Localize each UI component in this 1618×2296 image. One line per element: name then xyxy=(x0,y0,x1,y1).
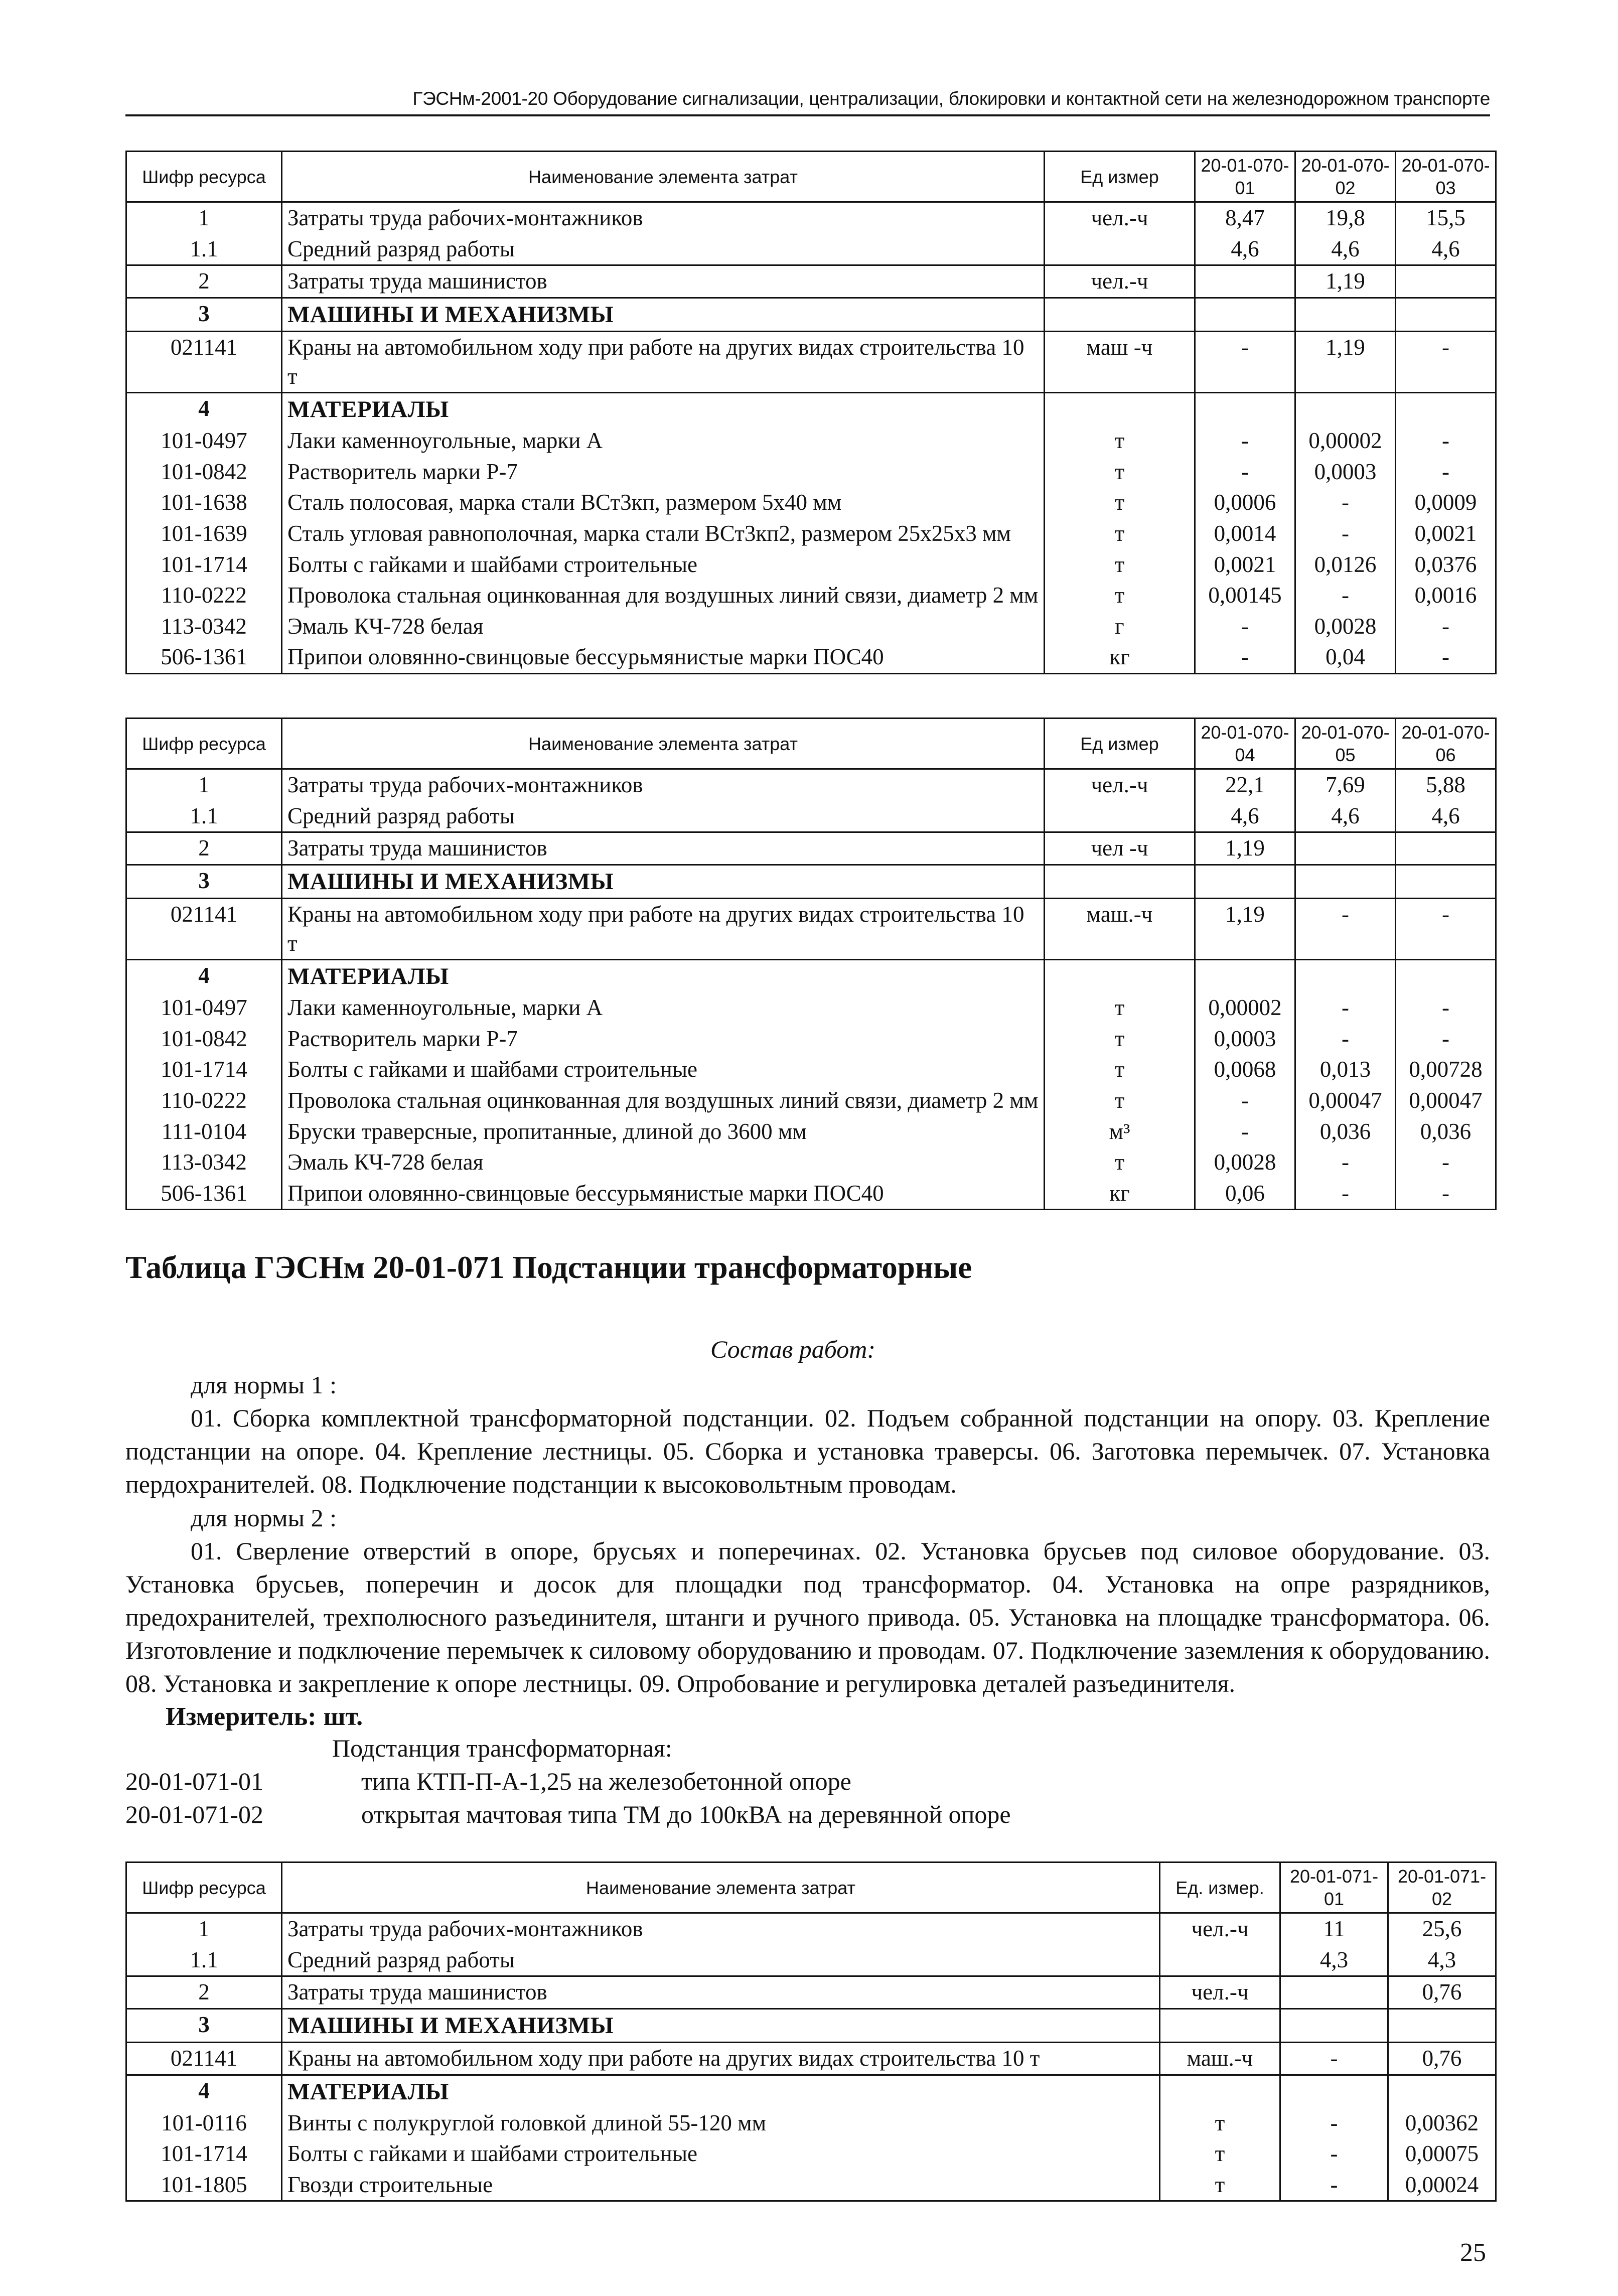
resource-name: МАШИНЫ И МЕХАНИЗМЫ xyxy=(282,2008,1160,2042)
resource-code: 111-0104 xyxy=(126,1116,282,1147)
resource-code: 1 xyxy=(126,202,282,234)
resource-unit: т xyxy=(1045,487,1195,518)
resource-name: МАТЕРИАЛЫ xyxy=(282,960,1045,993)
resource-unit: чел.-ч xyxy=(1045,265,1195,298)
resource-value: - xyxy=(1195,331,1295,392)
table-row xyxy=(126,265,1496,298)
resource-unit: чел.-ч xyxy=(1160,1913,1280,1945)
resource-unit xyxy=(1045,801,1195,832)
table-row xyxy=(126,769,1496,801)
resource-name: МАТЕРИАЛЫ xyxy=(282,393,1045,426)
resource-unit: т xyxy=(1045,1024,1195,1055)
resource-value: 0,00047 xyxy=(1396,1085,1496,1116)
col-header-norm: 20-01-071-02 xyxy=(1388,1862,1496,1913)
col-header-norm: 20-01-070-02 xyxy=(1295,152,1396,202)
resource-value xyxy=(1396,298,1496,331)
resource-unit: маш.-ч xyxy=(1160,2042,1280,2075)
resource-code: 1 xyxy=(126,1913,282,1945)
table-row xyxy=(126,298,1496,331)
table-row xyxy=(126,1976,1496,2009)
col-header-name: Наименование элемента затрат xyxy=(282,1862,1160,1913)
resource-code: 101-0116 xyxy=(126,2108,282,2139)
resource-unit xyxy=(1045,393,1195,426)
resource-table-071 xyxy=(125,1861,1497,2202)
table-row xyxy=(126,331,1496,392)
resource-value xyxy=(1295,960,1396,993)
resource-value xyxy=(1396,265,1496,298)
resource-value: 8,47 xyxy=(1195,202,1295,234)
resource-value: 0,00145 xyxy=(1195,580,1295,611)
resource-code: 101-1805 xyxy=(126,2170,282,2201)
col-header-code: Шифр ресурса xyxy=(126,719,282,769)
resource-name: Затраты труда машинистов xyxy=(282,832,1045,865)
resource-unit xyxy=(1045,865,1195,898)
resource-value xyxy=(1396,960,1496,993)
resource-unit xyxy=(1160,2075,1280,2108)
resource-value xyxy=(1280,1976,1388,2009)
resource-unit xyxy=(1160,1945,1280,1976)
col-header-unit: Ед измер xyxy=(1045,152,1195,202)
resource-code: 021141 xyxy=(126,2042,282,2075)
table-row xyxy=(126,518,1496,549)
norm-code: 20-01-071-02 xyxy=(125,1800,263,1828)
resource-value: 0,76 xyxy=(1388,1976,1496,2009)
resource-value: 0,036 xyxy=(1295,1116,1396,1147)
resource-code: 1.1 xyxy=(126,801,282,832)
resource-code: 101-0497 xyxy=(126,425,282,457)
table-row xyxy=(126,234,1496,265)
meter-line xyxy=(166,1702,363,1732)
resource-code: 101-0497 xyxy=(126,992,282,1024)
resource-code: 021141 xyxy=(126,331,282,392)
resource-code: 2 xyxy=(126,832,282,865)
resource-name: Лаки каменноугольные, марки А xyxy=(282,425,1045,457)
resource-value: 4,3 xyxy=(1280,1945,1388,1976)
resource-unit: т xyxy=(1045,1147,1195,1178)
resource-name: Средний разряд работы xyxy=(282,1945,1160,1976)
resource-value: - xyxy=(1396,425,1496,457)
resource-value: - xyxy=(1195,642,1295,673)
resource-value: 0,00002 xyxy=(1195,992,1295,1024)
resource-value: - xyxy=(1195,1116,1295,1147)
resource-value: 0,036 xyxy=(1396,1116,1496,1147)
resource-name: Болты с гайками и шайбами строительные xyxy=(282,2138,1160,2170)
resource-unit: т xyxy=(1045,1054,1195,1085)
resource-name: Сталь угловая равнополочная, марка стали ВСт3кп2, размером 25х25х3 мм xyxy=(282,518,1045,549)
meter-value: шт. xyxy=(323,1702,363,1731)
resource-name: Эмаль КЧ-728 белая xyxy=(282,611,1045,642)
resource-name: Растворитель марки Р-7 xyxy=(282,1024,1045,1055)
resource-value xyxy=(1280,2075,1388,2108)
norms-subheading: Подстанция трансформаторная: xyxy=(332,1734,672,1762)
resource-name: Сталь полосовая, марка стали ВСт3кп, размером 5х40 мм xyxy=(282,487,1045,518)
resource-value: 0,0006 xyxy=(1195,487,1295,518)
resource-unit: т xyxy=(1045,518,1195,549)
table-row xyxy=(126,2138,1496,2170)
resource-unit: чел.-ч xyxy=(1160,1976,1280,2009)
resource-value xyxy=(1295,298,1396,331)
norm-code: 20-01-071-01 xyxy=(125,1767,263,1795)
resource-unit: т xyxy=(1045,549,1195,581)
resource-value: 0,76 xyxy=(1388,2042,1496,2075)
resource-name: Краны на автомобильном ходу при работе на других видах строительства 10 т xyxy=(282,898,1045,959)
table-row xyxy=(126,642,1496,673)
resource-code: 506-1361 xyxy=(126,642,282,673)
resource-unit xyxy=(1160,2008,1280,2042)
resource-code: 4 xyxy=(126,960,282,993)
table-row xyxy=(126,2042,1496,2075)
resource-unit: т xyxy=(1045,580,1195,611)
resource-name: МАШИНЫ И МЕХАНИЗМЫ xyxy=(282,298,1045,331)
resource-value: 11 xyxy=(1280,1913,1388,1945)
resource-name: Затраты труда рабочих-монтажников xyxy=(282,769,1045,801)
col-header-name: Наименование элемента затрат xyxy=(282,719,1045,769)
resource-value: - xyxy=(1295,1178,1396,1210)
resource-unit xyxy=(1045,298,1195,331)
resource-unit: чел -ч xyxy=(1045,832,1195,865)
resource-value: 4,6 xyxy=(1396,234,1496,265)
resource-name: Бруски траверсные, пропитанные, длиной до 3600 мм xyxy=(282,1116,1045,1147)
resource-value: 0,0068 xyxy=(1195,1054,1295,1085)
resource-value: - xyxy=(1396,611,1496,642)
table-row xyxy=(126,2170,1496,2201)
resource-unit: м³ xyxy=(1045,1116,1195,1147)
table-row xyxy=(126,1178,1496,1210)
table-row xyxy=(126,611,1496,642)
resource-value: 0,0021 xyxy=(1396,518,1496,549)
resource-code: 113-0342 xyxy=(126,1147,282,1178)
table-row xyxy=(126,1147,1496,1178)
table-row xyxy=(126,2008,1496,2042)
resource-value: - xyxy=(1295,518,1396,549)
resource-unit: г xyxy=(1045,611,1195,642)
resource-code: 1 xyxy=(126,769,282,801)
resource-value: 0,0003 xyxy=(1195,1024,1295,1055)
col-header-norm: 20-01-070-04 xyxy=(1195,719,1295,769)
resource-value: 0,0014 xyxy=(1195,518,1295,549)
resource-value xyxy=(1195,865,1295,898)
table-row xyxy=(126,832,1496,865)
resource-code: 021141 xyxy=(126,898,282,959)
table-row xyxy=(126,580,1496,611)
resource-value: - xyxy=(1396,1024,1496,1055)
col-header-norm: 20-01-070-05 xyxy=(1295,719,1396,769)
resource-table-070-01-03 xyxy=(125,151,1497,674)
col-header-name: Наименование элемента затрат xyxy=(282,152,1045,202)
resource-name: Затраты труда машинистов xyxy=(282,1976,1160,2009)
resource-value: - xyxy=(1396,898,1496,959)
resource-name: Средний разряд работы xyxy=(282,234,1045,265)
resource-name: Проволока стальная оцинкованная для воздушных линий связи, диаметр 2 мм xyxy=(282,1085,1045,1116)
resource-value: 0,00024 xyxy=(1388,2170,1496,2201)
resource-value: - xyxy=(1295,992,1396,1024)
resource-value: 0,013 xyxy=(1295,1054,1396,1085)
resource-value: 5,88 xyxy=(1396,769,1496,801)
header-rule xyxy=(125,114,1490,116)
work-composition-heading: Состав работ: xyxy=(710,1335,876,1363)
resource-code: 4 xyxy=(126,2075,282,2108)
resource-name: МАТЕРИАЛЫ xyxy=(282,2075,1160,2108)
resource-name: Затраты труда рабочих-монтажников xyxy=(282,1913,1160,1945)
resource-value: - xyxy=(1295,1024,1396,1055)
resource-value xyxy=(1195,960,1295,993)
section-title: Таблица ГЭСНм 20-01-071 Подстанции трансформаторные xyxy=(125,1250,972,1285)
resource-name: Проволока стальная оцинкованная для воздушных линий связи, диаметр 2 мм xyxy=(282,580,1045,611)
norm-1-label: для нормы 1 : xyxy=(191,1371,337,1399)
table-row xyxy=(126,393,1496,426)
resource-code: 101-0842 xyxy=(126,457,282,488)
resource-unit: кг xyxy=(1045,642,1195,673)
resource-value xyxy=(1388,2075,1496,2108)
resource-value xyxy=(1295,393,1396,426)
resource-code: 101-1638 xyxy=(126,487,282,518)
resource-value xyxy=(1388,2008,1496,2042)
table-row xyxy=(126,457,1496,488)
resource-value: 25,6 xyxy=(1388,1913,1496,1945)
resource-unit: т xyxy=(1045,457,1195,488)
resource-value: 4,6 xyxy=(1195,234,1295,265)
running-header: ГЭСНм-2001-20 Оборудование сигнализации, централизации, блокировки и контактной сети на железнодорожном транспорте xyxy=(412,88,1490,109)
resource-value: - xyxy=(1295,487,1396,518)
resource-code: 3 xyxy=(126,298,282,331)
resource-code: 113-0342 xyxy=(126,611,282,642)
table-row xyxy=(126,425,1496,457)
resource-unit: т xyxy=(1045,425,1195,457)
resource-name: Припои оловянно-свинцовые бессурьмянистые марки ПОС40 xyxy=(282,642,1045,673)
col-header-norm: 20-01-071-01 xyxy=(1280,1862,1388,1913)
resource-value: - xyxy=(1280,2138,1388,2170)
resource-value: 4,6 xyxy=(1396,801,1496,832)
resource-value: 0,00075 xyxy=(1388,2138,1496,2170)
resource-value: 0,00362 xyxy=(1388,2108,1496,2139)
resource-value: - xyxy=(1295,1147,1396,1178)
resource-value: 22,1 xyxy=(1195,769,1295,801)
resource-value: 4,6 xyxy=(1195,801,1295,832)
resource-name: Лаки каменноугольные, марки А xyxy=(282,992,1045,1024)
table-row xyxy=(126,1054,1496,1085)
resource-value: 1,19 xyxy=(1295,265,1396,298)
table-row xyxy=(126,1913,1496,1945)
resource-code: 101-1639 xyxy=(126,518,282,549)
resource-value: 1,19 xyxy=(1295,331,1396,392)
resource-value: 0,04 xyxy=(1295,642,1396,673)
resource-code: 101-0842 xyxy=(126,1024,282,1055)
table-row xyxy=(126,1024,1496,1055)
resource-name: Затраты труда машинистов xyxy=(282,265,1045,298)
resource-value: 15,5 xyxy=(1396,202,1496,234)
col-header-code: Шифр ресурса xyxy=(126,152,282,202)
col-header-norm: 20-01-070-03 xyxy=(1396,152,1496,202)
table-row xyxy=(126,549,1496,581)
resource-value xyxy=(1396,393,1496,426)
resource-value: 4,3 xyxy=(1388,1945,1496,1976)
norm-line xyxy=(125,1800,1011,1829)
resource-code: 2 xyxy=(126,1976,282,2009)
resource-code: 1.1 xyxy=(126,234,282,265)
table-row xyxy=(126,1116,1496,1147)
resource-name: Винты с полукруглой головкой длиной 55-120 мм xyxy=(282,2108,1160,2139)
resource-code: 506-1361 xyxy=(126,1178,282,1210)
resource-value: - xyxy=(1195,457,1295,488)
resource-value xyxy=(1195,298,1295,331)
resource-value xyxy=(1396,832,1496,865)
resource-value: - xyxy=(1396,457,1496,488)
resource-unit: чел.-ч xyxy=(1045,202,1195,234)
resource-value: 19,8 xyxy=(1295,202,1396,234)
table-row xyxy=(126,865,1496,898)
resource-value xyxy=(1280,2008,1388,2042)
resource-name: Краны на автомобильном ходу при работе на других видах строительства 10 т xyxy=(282,331,1045,392)
table-row xyxy=(126,801,1496,832)
resource-value: 7,69 xyxy=(1295,769,1396,801)
resource-code: 2 xyxy=(126,265,282,298)
resource-unit: т xyxy=(1160,2138,1280,2170)
resource-value xyxy=(1295,865,1396,898)
resource-name: Гвозди строительные xyxy=(282,2170,1160,2201)
resource-value: - xyxy=(1195,1085,1295,1116)
resource-value: - xyxy=(1396,1147,1496,1178)
resource-code: 1.1 xyxy=(126,1945,282,1976)
resource-value: 0,0376 xyxy=(1396,549,1496,581)
resource-value: - xyxy=(1280,2170,1388,2201)
resource-value: 0,00002 xyxy=(1295,425,1396,457)
resource-unit: чел.-ч xyxy=(1045,769,1195,801)
resource-value xyxy=(1195,393,1295,426)
resource-name: Болты с гайками и шайбами строительные xyxy=(282,1054,1045,1085)
norm-1-description: 01. Сборка комплектной трансформаторной подстанции. 02. Подъем собранной подстанции на опору. 03. Крепление подстанции на опоре. 04. Крепление лестницы. 05. Сборка и установка траверсы. 06. Заготовка перемычек. 07. Установка пердохранителей. 08. Подключение подстанции к высоковольтным проводам. xyxy=(125,1404,1490,1498)
resource-code: 101-1714 xyxy=(126,1054,282,1085)
resource-unit: т xyxy=(1160,2170,1280,2201)
resource-unit: маш.-ч xyxy=(1045,898,1195,959)
resource-name: Растворитель марки Р-7 xyxy=(282,457,1045,488)
meter-label: Измеритель: xyxy=(166,1702,317,1731)
resource-value: 1,19 xyxy=(1195,832,1295,865)
resource-value: - xyxy=(1396,992,1496,1024)
resource-name: Средний разряд работы xyxy=(282,801,1045,832)
resource-name: Припои оловянно-свинцовые бессурьмянистые марки ПОС40 xyxy=(282,1178,1045,1210)
resource-name: Эмаль КЧ-728 белая xyxy=(282,1147,1045,1178)
resource-value: 0,0009 xyxy=(1396,487,1496,518)
col-header-unit: Ед измер xyxy=(1045,719,1195,769)
resource-unit: т xyxy=(1045,992,1195,1024)
resource-unit: маш -ч xyxy=(1045,331,1195,392)
resource-value: 1,19 xyxy=(1195,898,1295,959)
table-row xyxy=(126,898,1496,959)
table-row xyxy=(126,487,1496,518)
resource-value: - xyxy=(1396,642,1496,673)
resource-value: 4,6 xyxy=(1295,234,1396,265)
resource-code: 4 xyxy=(126,393,282,426)
resource-value xyxy=(1396,865,1496,898)
resource-value: 0,0003 xyxy=(1295,457,1396,488)
resource-code: 101-1714 xyxy=(126,549,282,581)
resource-value: 0,0028 xyxy=(1195,1147,1295,1178)
table-row xyxy=(126,1945,1496,1976)
table-row xyxy=(126,2108,1496,2139)
col-header-norm: 20-01-070-01 xyxy=(1195,152,1295,202)
resource-unit: кг xyxy=(1045,1178,1195,1210)
resource-name: Затраты труда рабочих-монтажников xyxy=(282,202,1045,234)
resource-value xyxy=(1295,832,1396,865)
resource-value: 4,6 xyxy=(1295,801,1396,832)
resource-value: 0,0016 xyxy=(1396,580,1496,611)
norm-text: открытая мачтовая типа ТМ до 100кВА на деревянной опоре xyxy=(361,1800,1011,1828)
resource-value: 0,0028 xyxy=(1295,611,1396,642)
resource-value: 0,00728 xyxy=(1396,1054,1496,1085)
norm-text: типа КТП-П-А-1,25 на железобетонной опоре xyxy=(361,1767,851,1795)
page-number: 25 xyxy=(1460,2238,1486,2267)
resource-code: 110-0222 xyxy=(126,1085,282,1116)
resource-code: 101-1714 xyxy=(126,2138,282,2170)
resource-value: 0,0126 xyxy=(1295,549,1396,581)
resource-value: 0,0021 xyxy=(1195,549,1295,581)
resource-name: МАШИНЫ И МЕХАНИЗМЫ xyxy=(282,865,1045,898)
resource-value: - xyxy=(1295,898,1396,959)
table-row xyxy=(126,992,1496,1024)
resource-value: - xyxy=(1280,2108,1388,2139)
col-header-code: Шифр ресурса xyxy=(126,1862,282,1913)
resource-value xyxy=(1195,265,1295,298)
resource-unit xyxy=(1045,234,1195,265)
table-row xyxy=(126,2075,1496,2108)
table-row xyxy=(126,202,1496,234)
resource-code: 3 xyxy=(126,2008,282,2042)
resource-value: 0,06 xyxy=(1195,1178,1295,1210)
norm-2-description: 01. Сверление отверстий в опоре, брусьях и поперечинах. 02. Установка брусьев под силовое оборудование. 03. Установка брусьев, поперечин и досок для площадки под трансформатор. 04. Установка на опре разрядников, предохранителей, трехполюсного разъединителя, штанги и ручного привода. 05. Установка на площадке трансформатора. 06. Изготовление и подключение перемычек к силовому оборудованию и проводам. 07. Подключение заземления к оборудованию. 08. Установка и закрепление к опоре лестницы. 09. Опробование и регулировка деталей разъединителя. xyxy=(125,1537,1490,1697)
resource-unit: т xyxy=(1045,1085,1195,1116)
resource-table-070-04-06 xyxy=(125,718,1497,1210)
resource-name: Краны на автомобильном ходу при работе на других видах строительства 10 т xyxy=(282,2042,1160,2075)
resource-name: Болты с гайками и шайбами строительные xyxy=(282,549,1045,581)
resource-value: - xyxy=(1295,580,1396,611)
col-header-unit: Ед. измер. xyxy=(1160,1862,1280,1913)
resource-code: 3 xyxy=(126,865,282,898)
resource-unit: т xyxy=(1160,2108,1280,2139)
resource-code: 110-0222 xyxy=(126,580,282,611)
resource-value: - xyxy=(1280,2042,1388,2075)
table-row xyxy=(126,960,1496,993)
resource-value: - xyxy=(1195,425,1295,457)
resource-value: 0,00047 xyxy=(1295,1085,1396,1116)
resource-value: - xyxy=(1396,331,1496,392)
norm-line xyxy=(125,1767,851,1796)
table-row xyxy=(126,1085,1496,1116)
col-header-norm: 20-01-070-06 xyxy=(1396,719,1496,769)
resource-value: - xyxy=(1195,611,1295,642)
resource-unit xyxy=(1045,960,1195,993)
resource-value: - xyxy=(1396,1178,1496,1210)
norm-2-label: для нормы 2 : xyxy=(191,1504,337,1532)
